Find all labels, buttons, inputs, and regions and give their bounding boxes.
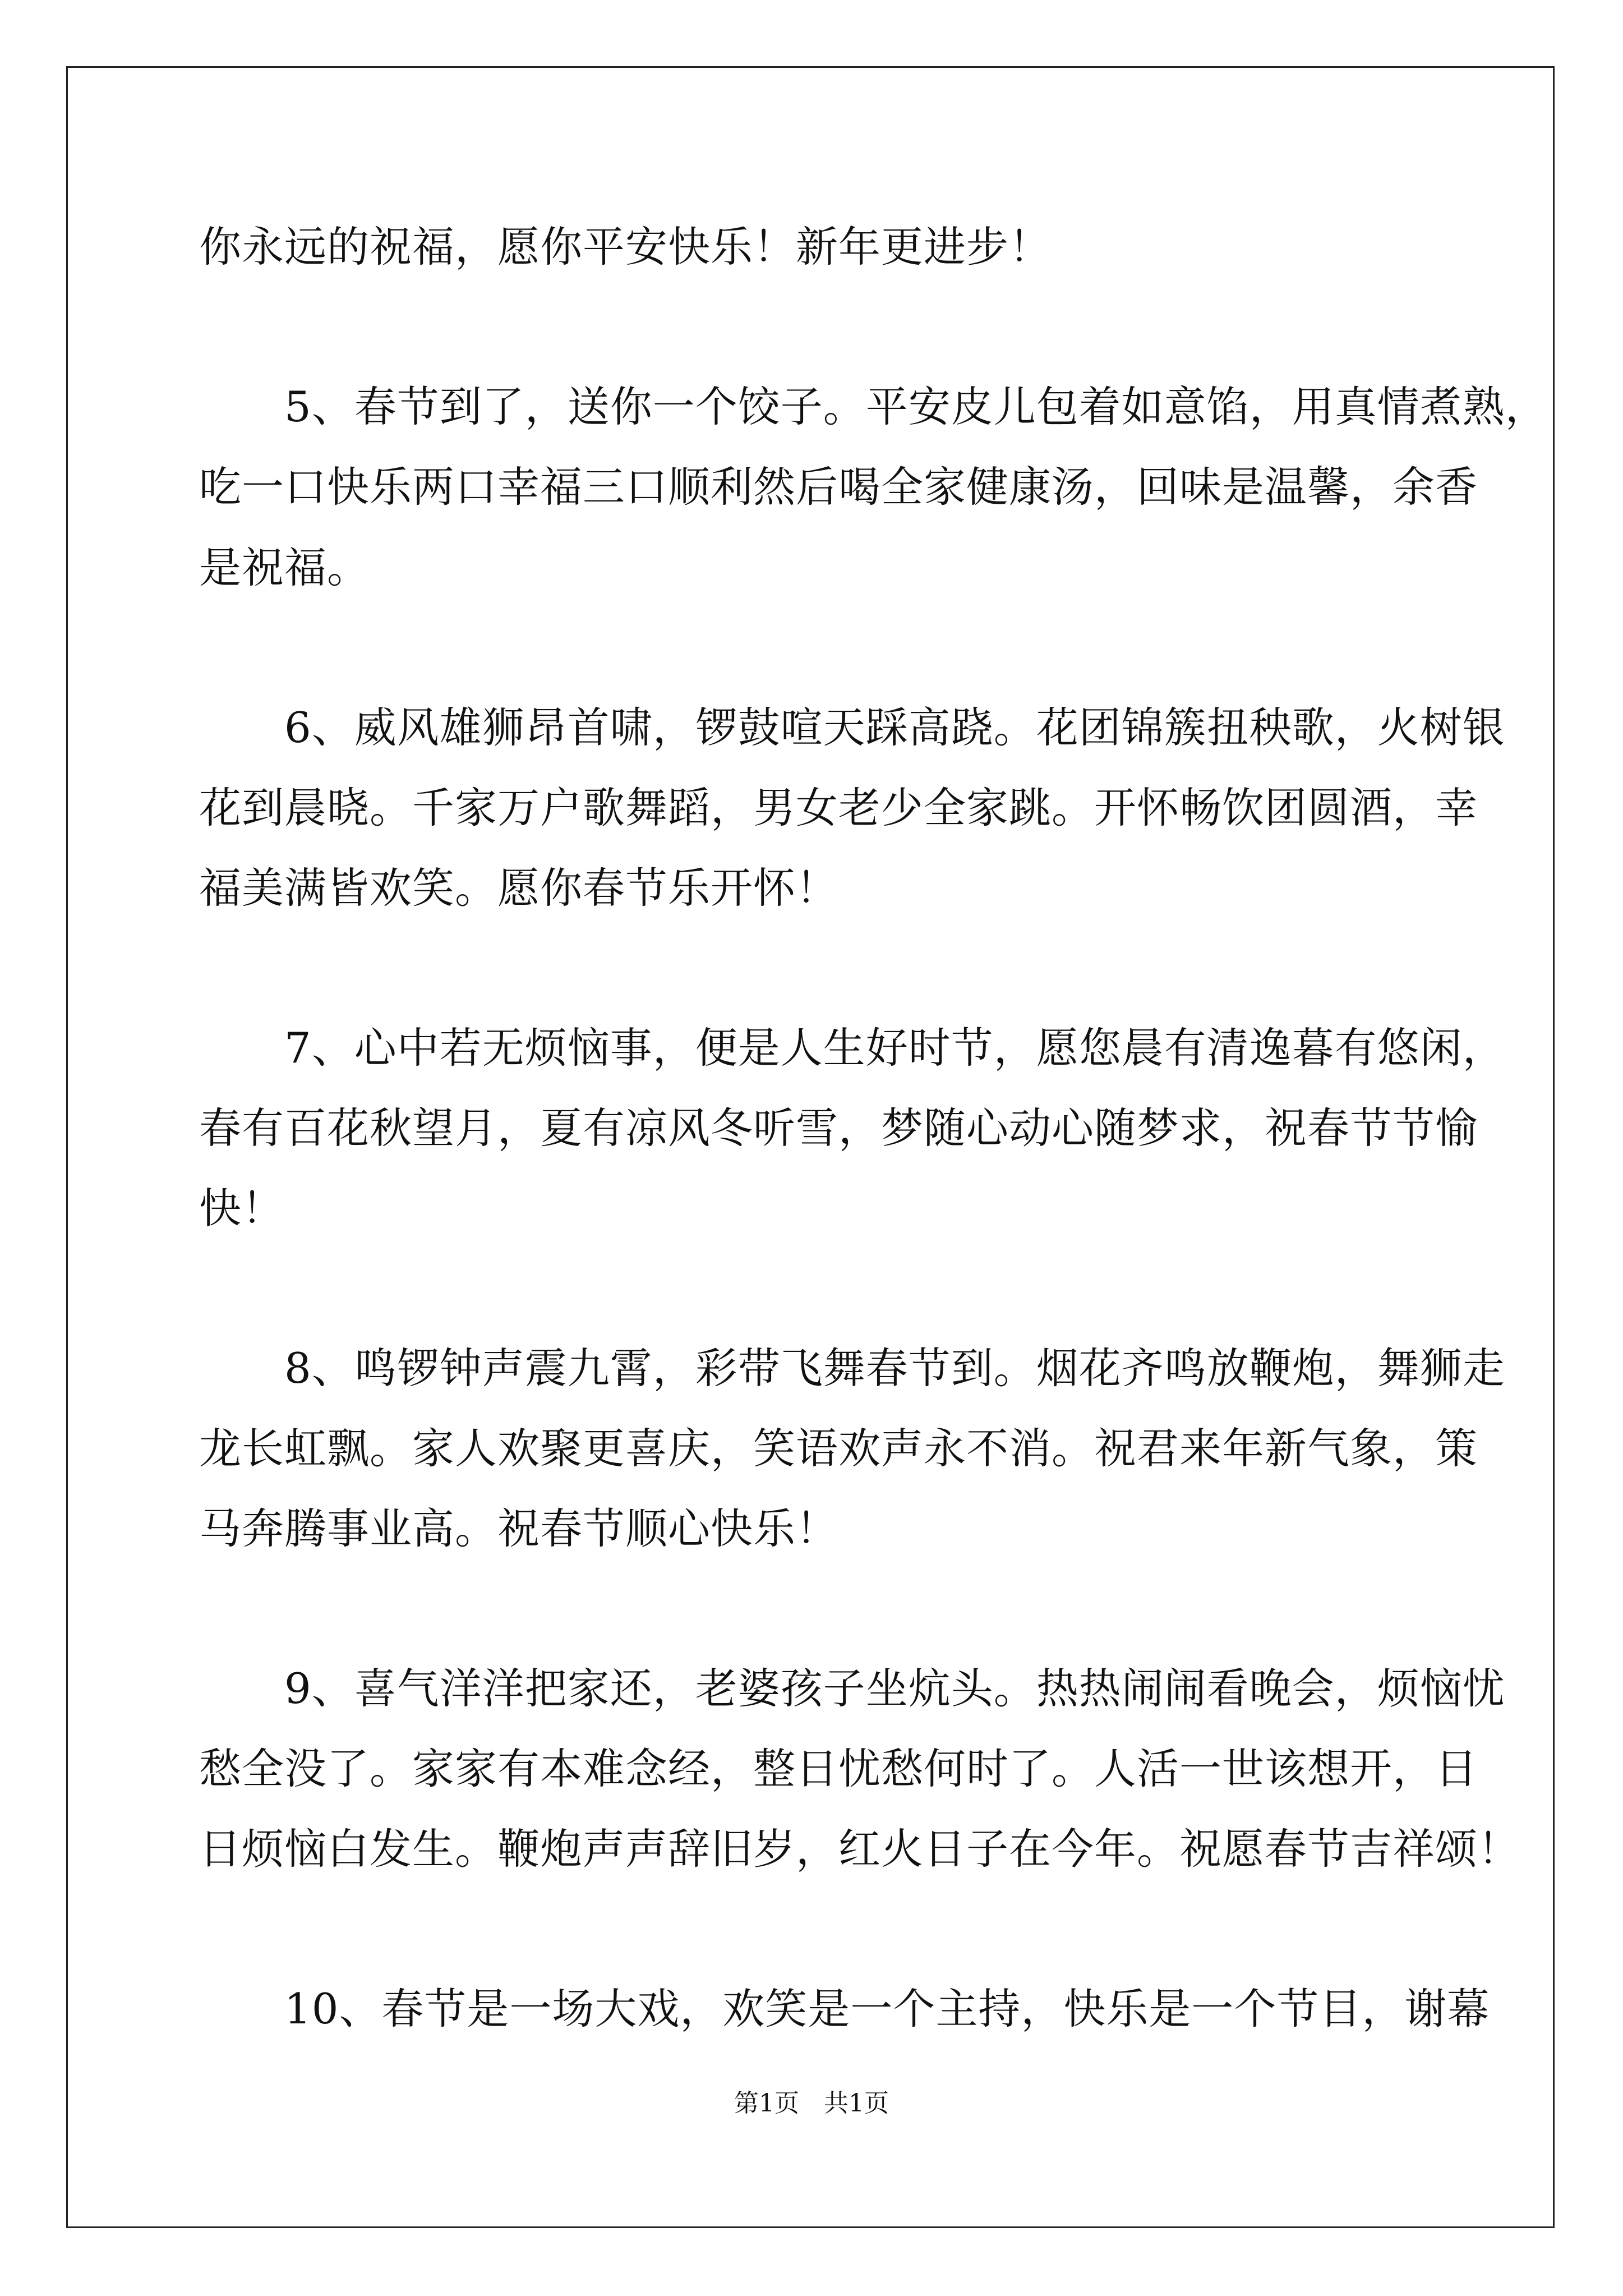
text-line: 6、威风雄狮昂首啸，锣鼓喧天踩高跷。花团锦簇扭秧歌，火树银 xyxy=(199,703,1505,752)
text-line: 快！ xyxy=(199,1184,285,1233)
text-line: 花到晨晓。千家万户歌舞蹈，男女老少全家跳。开怀畅饮团圆酒，幸 xyxy=(199,783,1478,832)
text-line: 龙长虹飘。家人欢聚更喜庆，笑语欢声永不消。祝君来年新气象，策 xyxy=(199,1424,1478,1473)
page-number: 第1页 共1页 xyxy=(734,2089,889,2118)
text-line: 10、春节是一场大戏，欢笑是一个主持，快乐是一个节目，谢幕 xyxy=(199,1984,1490,2033)
text-line: 是祝福。 xyxy=(199,543,370,592)
text-line: 福美满皆欢笑。愿你春节乐开怀！ xyxy=(199,863,839,913)
text-line: 吃一口快乐两口幸福三口顺利然后喝全家健康汤，回味是温馨，余香 xyxy=(199,462,1478,512)
text-line: 你永远的祝福，愿你平安快乐！新年更进步！ xyxy=(199,222,1052,272)
text-line: 9、喜气洋洋把家还，老婆孩子坐炕头。热热闹闹看晚会，烦恼忧 xyxy=(199,1664,1505,1713)
text-line: 日烦恼白发生。鞭炮声声辞旧岁，红火日子在今年。祝愿春节吉祥颂！ xyxy=(199,1824,1521,1874)
text-line: 春有百花秋望月，夏有凉风冬听雪，梦随心动心随梦求，祝春节节愉 xyxy=(199,1103,1478,1153)
text-line: 愁全没了。家家有本难念经，整日忧愁何时了。人活一世该想开，日 xyxy=(199,1744,1478,1793)
text-line: 7、心中若无烦恼事，便是人生好时节，愿您晨有清逸暮有悠闲， xyxy=(199,1023,1505,1073)
text-line: 5、春节到了，送你一个饺子。平安皮儿包着如意馅，用真情煮熟， xyxy=(199,382,1548,431)
text-line: 马奔腾事业高。祝春节顺心快乐！ xyxy=(199,1504,839,1553)
text-line: 8、鸣锣钟声震九霄，彩带飞舞春节到。烟花齐鸣放鞭炮，舞狮走 xyxy=(199,1343,1505,1393)
